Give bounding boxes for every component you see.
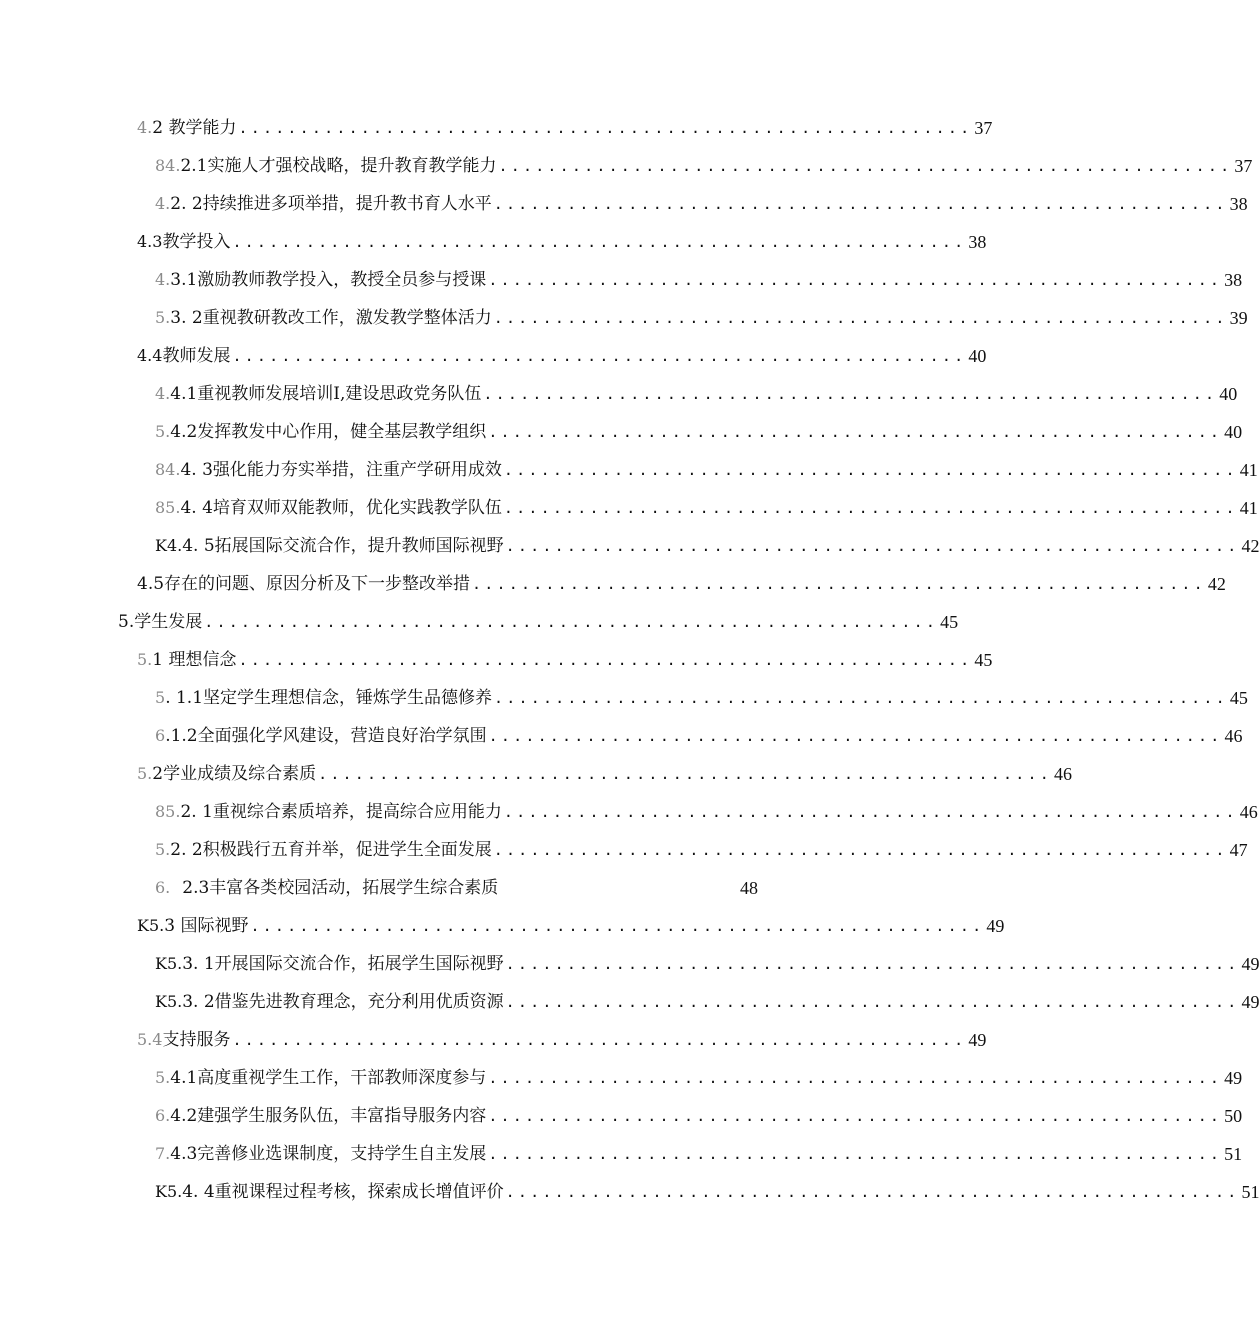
toc-entry-title: . 1.1坚定学生理想信念，锤炼学生品德修养 xyxy=(165,688,493,708)
toc-entry-page: 45 xyxy=(940,612,959,632)
toc-entry[interactable] xyxy=(155,496,1258,520)
toc-entry[interactable] xyxy=(155,268,1243,292)
toc-entry-number: K5. xyxy=(137,916,165,935)
toc-entry-page: 49 xyxy=(1224,1068,1243,1088)
toc-entry[interactable] xyxy=(155,990,1260,1014)
toc-entry[interactable] xyxy=(137,230,987,254)
toc-entry-number: 7. xyxy=(155,1144,171,1163)
toc-entry-title: 教学投入 xyxy=(162,232,231,252)
toc-entry-page: 47 xyxy=(1229,840,1248,860)
toc-entry[interactable] xyxy=(155,154,1253,178)
toc-entry-number: 5. xyxy=(155,422,171,441)
toc-entry-number: 6. xyxy=(155,1106,171,1125)
toc-leader-dots: ............................................................ xyxy=(488,1107,1223,1125)
toc-leader-dots: ............................................................ xyxy=(232,233,967,251)
toc-entry-page: 45 xyxy=(974,650,993,670)
toc-entry[interactable] xyxy=(155,1142,1243,1166)
toc-entry[interactable] xyxy=(155,686,1248,710)
toc-entry[interactable] xyxy=(118,610,959,634)
toc-entry-page: 49 xyxy=(968,1030,987,1050)
toc-entry-page: 37 xyxy=(974,118,993,138)
toc-entry-title: 1 理想信念 xyxy=(152,650,237,670)
toc-entry-number: 84. xyxy=(155,156,181,175)
toc-entry-title: 4.1高度重视学生工作，干部教师深度参与 xyxy=(170,1068,487,1088)
toc-entry-number: 5 xyxy=(155,688,166,707)
toc-entry-title: 3. 1开展国际交流合作，拓展学生国际视野 xyxy=(182,954,504,974)
toc-leader-dots: ............................................................ xyxy=(488,1145,1223,1163)
toc-entry-page: 46 xyxy=(1224,726,1243,746)
toc-leader-dots: ............................................................ xyxy=(472,575,1206,593)
toc-entry-title: 4. 3强化能力夯实举措，注重产学研用成效 xyxy=(180,460,502,480)
toc-leader-dots: ............................................................ xyxy=(238,651,973,669)
toc-entry[interactable] xyxy=(155,306,1248,330)
toc-entry-number: 4. xyxy=(155,194,171,213)
toc-entry[interactable] xyxy=(155,1180,1260,1204)
toc-entry-page: 49 xyxy=(1241,954,1260,974)
toc-entry-number: K5. xyxy=(155,954,183,973)
toc-entry[interactable] xyxy=(155,800,1258,824)
toc-entry-title: 2学业成绩及综合素质 xyxy=(152,764,317,784)
toc-entry[interactable] xyxy=(155,382,1238,406)
toc-entry-number: 5. xyxy=(155,1068,171,1087)
toc-entry-title: 2. 1重视综合素质培养，提高综合应用能力 xyxy=(180,802,502,822)
toc-entry-title: 2. 2持续推进多项举措，提升教书育人水平 xyxy=(170,194,492,214)
toc-entry[interactable] xyxy=(137,116,993,140)
toc-entry-page: 42 xyxy=(1241,536,1260,556)
toc-entry-title: 4.2发挥教发中心作用，健全基层教学组织 xyxy=(170,422,487,442)
toc-entry[interactable] xyxy=(155,534,1260,558)
toc-entry-title: 3. 2重视教研教改工作，激发教学整体活力 xyxy=(170,308,492,328)
toc-entry-page: 38 xyxy=(1229,194,1248,214)
toc-entry-number: K5. xyxy=(155,992,183,1011)
toc-entry-title: 3.1激励教师教学投入，教授全员参与授课 xyxy=(170,270,487,290)
toc-entry-page: 38 xyxy=(1224,270,1243,290)
toc-entry-page: 46 xyxy=(1239,802,1258,822)
toc-entry-page: 49 xyxy=(986,916,1005,936)
toc-entry-number: 6. xyxy=(155,878,171,897)
toc-entry-title: 4. 4重视课程过程考核，探索成长增值评价 xyxy=(182,1182,504,1202)
toc-entry-page: 37 xyxy=(1234,156,1253,176)
toc-entry-title: 2.1实施人才强校战略，提升教育教学能力 xyxy=(180,156,497,176)
toc-entry-page: 40 xyxy=(1219,384,1238,404)
toc-entry-page: 46 xyxy=(1053,764,1072,784)
toc-leader-dots: ............................................................ xyxy=(493,309,1228,327)
toc-leader-dots: ............................................................ xyxy=(232,1031,967,1049)
toc-entry[interactable] xyxy=(155,458,1258,482)
toc-entry-title: 2.3丰富各类校园活动，拓展学生综合素质 xyxy=(182,878,499,898)
toc-entry-page: 51 xyxy=(1224,1144,1243,1164)
toc-entry-page: 40 xyxy=(968,346,987,366)
toc-entry[interactable] xyxy=(137,914,1005,938)
toc-leader-dots: ............................................................ xyxy=(318,765,1052,783)
toc-entry-title: 4.5存在的问题、原因分析及下一步整改举措 xyxy=(137,574,471,594)
toc-entry-page: 41 xyxy=(1239,460,1258,480)
toc-leader-dots: ............................................................ xyxy=(488,727,1223,745)
toc-entry-title: 3. 2借鉴先进教育理念，充分利用优质资源 xyxy=(182,992,504,1012)
toc-entry-number: 5. xyxy=(137,764,153,783)
toc-entry[interactable] xyxy=(137,344,987,368)
toc-leader-dots: ............................................................ xyxy=(493,195,1228,213)
toc-entry-page: 38 xyxy=(968,232,987,252)
toc-entry[interactable] xyxy=(155,1066,1243,1090)
toc-entry-title: 3 国际视野 xyxy=(164,916,249,936)
toc-leader-dots: ............................................................ xyxy=(488,1069,1223,1087)
toc-entry[interactable] xyxy=(137,572,1226,596)
toc-entry-page: 48 xyxy=(740,878,758,898)
toc-entry-title: 4.2建强学生服务队伍，丰富指导服务内容 xyxy=(170,1106,487,1126)
toc-entry[interactable] xyxy=(155,952,1260,976)
toc-entry[interactable] xyxy=(155,838,1248,862)
toc-leader-dots: ............................................................ xyxy=(232,347,967,365)
toc-entry-title: 4. 4培育双师双能教师，优化实践教学队伍 xyxy=(180,498,502,518)
toc-entry-number: 6 xyxy=(155,726,166,745)
toc-entry-number: 4. xyxy=(155,270,171,289)
toc-entry-title: 4. 5拓展国际交流合作，提升教师国际视野 xyxy=(182,536,504,556)
toc-entry-number: 5.4 xyxy=(137,1030,163,1049)
toc-leader-dots: ............................................................ xyxy=(494,689,1228,707)
toc-entry-page: 39 xyxy=(1229,308,1248,328)
toc-leader-dots: ............................................................ xyxy=(505,993,1240,1011)
toc-entry-title: 2. 2积极践行五育并举，促进学生全面发展 xyxy=(170,840,492,860)
toc-entry-number: 5. xyxy=(155,840,171,859)
toc-entry-number: 4.4 xyxy=(137,346,163,365)
toc-entry-page: 41 xyxy=(1239,498,1258,518)
toc-leader-dots: ............................................................ xyxy=(503,461,1238,479)
toc-leader-dots: ............................................................ xyxy=(238,119,973,137)
toc-entry-page: 49 xyxy=(1241,992,1260,1012)
toc-entry-page: 45 xyxy=(1229,688,1248,708)
toc-entry-page: 50 xyxy=(1224,1106,1243,1126)
toc-leader-dots: ............................................................ xyxy=(503,803,1238,821)
toc-entry-page: 42 xyxy=(1207,574,1226,594)
toc-entry-number: 4.3 xyxy=(137,232,163,251)
toc-entry-page: 40 xyxy=(1224,422,1243,442)
toc-leader-dots: ............................................................ xyxy=(493,841,1228,859)
toc-entry-number: K4. xyxy=(155,536,183,555)
toc-entry[interactable] xyxy=(137,1028,987,1052)
toc-leader-dots: ............................................................ xyxy=(505,955,1240,973)
toc-leader-dots: ............................................................ xyxy=(483,385,1218,403)
toc-entry[interactable] xyxy=(137,648,993,672)
toc-entry-number: 4. xyxy=(137,118,153,137)
toc-entry-title: 2 教学能力 xyxy=(152,118,237,138)
toc-entry-page: 51 xyxy=(1241,1182,1260,1202)
toc-entry-title: 教师发展 xyxy=(162,346,231,366)
toc-entry[interactable] xyxy=(155,876,758,900)
toc-entry-number: 85. xyxy=(155,498,181,517)
toc-leader-dots: ............................................................ xyxy=(488,271,1223,289)
toc-entry-title: 支持服务 xyxy=(162,1030,231,1050)
toc-entry-number: 5. xyxy=(155,308,171,327)
toc-entry[interactable] xyxy=(137,762,1072,786)
toc-entry[interactable] xyxy=(155,1104,1243,1128)
toc-leader-dots: ............................................................ xyxy=(204,613,939,631)
toc-entry-number: K5. xyxy=(155,1182,183,1201)
toc-entry[interactable] xyxy=(155,192,1248,216)
toc-entry-number: 84. xyxy=(155,460,181,479)
toc-entry-number: 4. xyxy=(155,384,171,403)
toc-leader-dots: ............................................................ xyxy=(505,537,1240,555)
toc-leader-dots: ............................................................ xyxy=(250,917,985,935)
toc-entry-number: 5. xyxy=(137,650,153,669)
toc-leader-dots: ............................................................ xyxy=(488,423,1223,441)
toc-entry-title: .1.2全面强化学风建设，营造良好治学氛围 xyxy=(165,726,487,746)
toc-entry[interactable] xyxy=(155,420,1243,444)
toc-leader-dots: ............................................................ xyxy=(498,157,1233,175)
toc-leader-dots: ............................................................ xyxy=(505,1183,1240,1201)
toc-entry-title: 5.学生发展 xyxy=(118,612,203,632)
toc-entry-title: 4.3完善修业选课制度，支持学生自主发展 xyxy=(170,1144,487,1164)
toc-entry[interactable] xyxy=(155,724,1243,748)
toc-entry-number: 85. xyxy=(155,802,181,821)
toc-entry-title: 4.1重视教师发展培训I,建设思政党务队伍 xyxy=(170,384,482,404)
toc-leader-dots: ............................................................ xyxy=(503,499,1238,517)
